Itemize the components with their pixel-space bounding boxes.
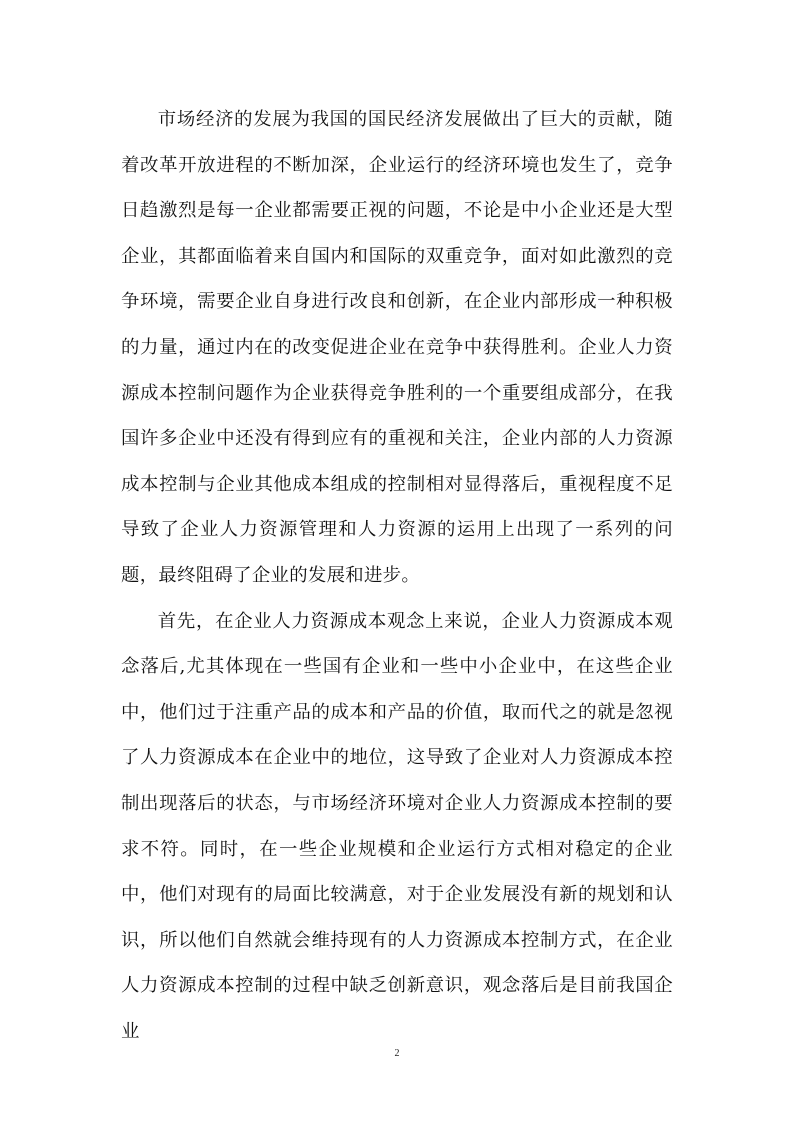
body-text: [121, 97, 673, 1054]
paragraph-first-point: 首先，在企业人力资源成本观念上来说，企业人力资源成本观念落后,尤其体现在一些国有企业和一些中小企业中，在这些企业中，他们过于注重产品的成本和产品的价值，取而代之的就是忽视了人力资源成本在企业中的地位，这导致了企业对人力资源成本控制出现落后的状态，与市场经济环境对企业人力资源成本控制的要求不符。同时，在一些企业规模和企业运行方式相对稳定的企业中，他们对现有的局面比较满意，对于企业发展没有新的规划和认识，所以他们自然就会维持现有的人力资源成本控制方式，在企业人力资源成本控制的过程中缺乏创新意识，观念落后是目前我国企业: [121, 610, 673, 1042]
paragraph-market-economy: 市场经济的发展为我国的国民经济发展做出了巨大的贡献，随着改革开放进程的不断加深，企业运行的经济环境也发生了，竞争日趋激烈是每一企业都需要正视的问题，不论是中小企业还是大型企业，其都面临着来自国内和国际的双重竞争，面对如此激烈的竞争环境，需要企业自身进行改良和创新，在企业内部形成一种积极的力量，通过内在的改变促进企业在竞争中获得胜利。企业人力资源成本控制问题作为企业获得竞争胜利的一个重要组成部分，在我国许多企业中还没有得到应有的重视和关注，企业内部的人力资源成本控制与企业其他成本组成的控制相对显得落后，重视程度不足导致了企业人力资源管理和人力资源的运用上出现了一系列的问题，最终阻碍了企业的发展和进步。: [121, 109, 673, 586]
page-number: 2: [394, 1048, 400, 1059]
